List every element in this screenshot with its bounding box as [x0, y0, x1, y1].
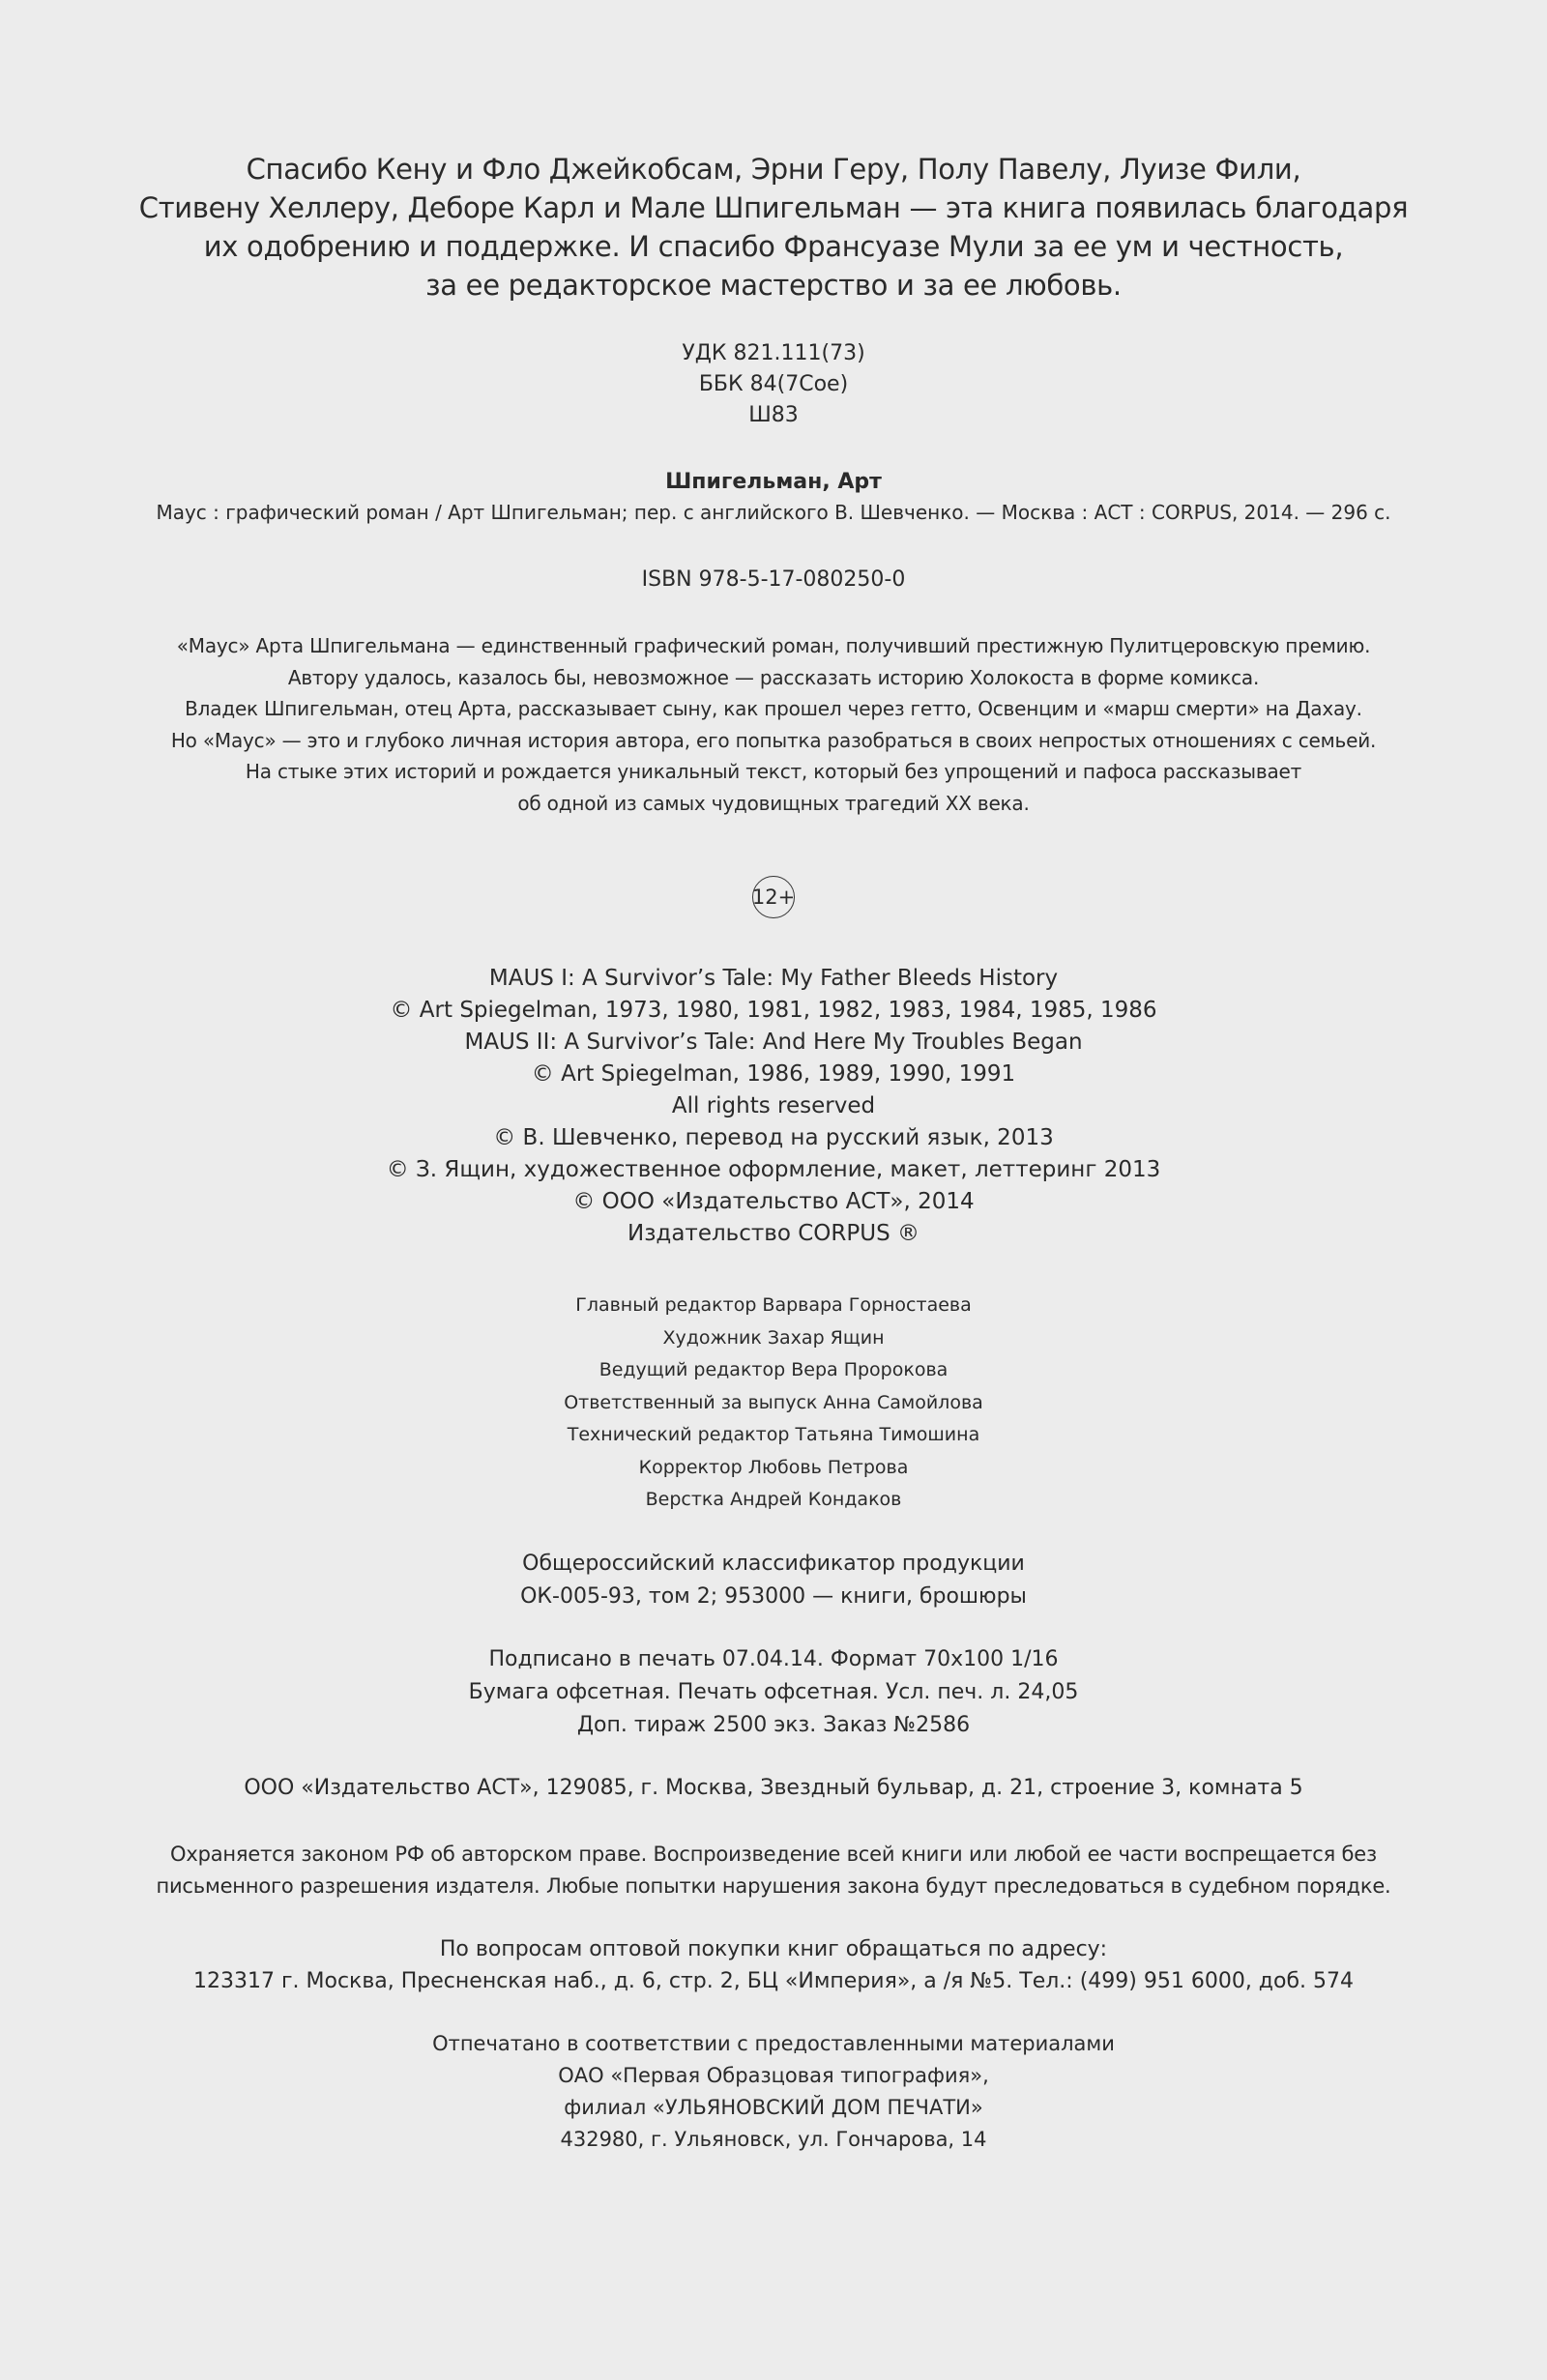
- copyright-line: Издательство CORPUS ®: [628, 1221, 919, 1246]
- product-classifier: [0, 1548, 1547, 1613]
- age-rating: 12+: [752, 876, 795, 918]
- printer-line: 432980, г. Ульяновск, ул. Гончарова, 14: [560, 2128, 987, 2151]
- staff-line: Ведущий редактор Вера Пророкова: [598, 1359, 949, 1380]
- staff-credits: [0, 1290, 1547, 1517]
- copyright-line: © Art Spiegelman, 1986, 1989, 1990, 1991: [531, 1061, 1016, 1087]
- acknowledgement: [0, 150, 1547, 305]
- annotation-line: «Маус» Арта Шпигельмана — единственный графический роман, получивший престижную Пулитцеровскую премию.: [176, 634, 1371, 657]
- udk-code: УДК 821.111(73): [682, 341, 865, 365]
- isbn: ISBN 978-5-17-080250-0: [641, 567, 906, 592]
- acknowledgement-line: за ее редакторское мастерство и за ее любовь.: [425, 269, 1122, 302]
- printer-line: ОАО «Первая Образцовая типография»,: [558, 2064, 989, 2087]
- staff-line: Верстка Андрей Кондаков: [645, 1489, 902, 1510]
- legal-line: письменного разрешения издателя. Любые попытки нарушения закона будут преследоваться в судебном порядке.: [156, 1874, 1391, 1898]
- copyright-line: © З. Ящин, художественное оформление, макет, леттеринг 2013: [386, 1157, 1161, 1182]
- wholesale-contact: [0, 1933, 1547, 1997]
- printer-line: Отпечатано в соответствии с предоставленными материалами: [432, 2032, 1115, 2055]
- publisher-address: [0, 1772, 1547, 1805]
- staff-line: Художник Захар Ящин: [662, 1326, 885, 1349]
- staff-line: Ответственный за выпуск Анна Самойлова: [564, 1391, 983, 1413]
- author-heading: Шпигельман, Арт: [665, 470, 882, 494]
- age-rating-badge: [752, 876, 797, 920]
- bibliographic-record: [0, 467, 1547, 527]
- bibliographic-entry: Маус : графический роман / Арт Шпигельман; пер. с английского В. Шевченко. — Москва : АСТ : CORPUS, 2014. — 296 с.: [156, 501, 1391, 524]
- legal-notice: [0, 1839, 1547, 1902]
- copyright-line: © Art Spiegelman, 1973, 1980, 1981, 1982, 1983, 1984, 1985, 1986: [390, 998, 1157, 1023]
- copyright-line: © В. Шевченко, перевод на русский язык, 2013: [493, 1125, 1054, 1150]
- wholesale-line: 123317 г. Москва, Пресненская наб., д. 6, стр. 2, БЦ «Империя», а /я №5. Тел.: (499) 951 6000, доб. 574: [192, 1969, 1355, 1993]
- copyright-notices: [0, 963, 1547, 1250]
- acknowledgement-line: их одобрению и поддержке. И спасибо Франсуазе Мули за ее ум и честность,: [203, 230, 1344, 263]
- print-line: Подписано в печать 07.04.14. Формат 70x100 1/16: [488, 1647, 1059, 1671]
- acknowledgement-line: Стивену Хеллеру, Деборе Карл и Мале Шпигельман — эта книга появилась благодаря: [138, 191, 1409, 224]
- author-code: Ш83: [748, 403, 799, 427]
- annotation-line: Но «Маус» — это и глубоко личная история автора, его попытка разобраться в своих непростых отношениях с семьей.: [170, 728, 1377, 752]
- copyright-line: MAUS II: A Survivor’s Tale: And Here My Troubles Began: [464, 1030, 1083, 1055]
- annotation-line: На стыке этих историй и рождается уникальный текст, который без упрощений и пафоса рассказывает: [245, 760, 1302, 783]
- wholesale-line: По вопросам оптовой покупки книг обращаться по адресу:: [439, 1937, 1108, 1961]
- legal-line: Охраняется законом РФ об авторском праве. Воспроизведение всей книги или любой ее части воспрещается без: [170, 1843, 1377, 1866]
- classifier-line: Общероссийский классификатор продукции: [522, 1552, 1025, 1576]
- staff-line: Технический редактор Татьяна Тимошина: [567, 1424, 980, 1445]
- printer-info: [0, 2028, 1547, 2156]
- annotation-line: Владек Шпигельман, отец Арта, рассказывает сыну, как прошел через гетто, Освенцим и «марш смерти» на Дахау.: [185, 697, 1362, 720]
- isbn-block: [0, 565, 1547, 595]
- annotation-line: Автору удалось, казалось бы, невозможное — рассказать историю Холокоста в форме комикса.: [287, 665, 1260, 689]
- print-line: Доп. тираж 2500 экз. Заказ №2586: [576, 1713, 971, 1737]
- classifier-line: ОК-005-93, том 2; 953000 — книги, брошюры: [520, 1584, 1027, 1609]
- annotation-line: об одной из самых чудовищных трагедий XX века.: [517, 791, 1030, 815]
- catalog-codes: [0, 338, 1547, 431]
- staff-line: Главный редактор Варвара Горностаева: [575, 1294, 972, 1316]
- print-line: Бумага офсетная. Печать офсетная. Усл. печ. л. 24,05: [468, 1680, 1079, 1704]
- bbk-code: ББК 84(7Сое): [698, 372, 849, 396]
- publisher-address-line: ООО «Издательство АСТ», 129085, г. Москва, Звездный бульвар, д. 21, строение 3, комната 5: [244, 1776, 1303, 1800]
- annotation: [0, 630, 1547, 819]
- copyright-line: All rights reserved: [671, 1093, 876, 1118]
- copyright-line: MAUS I: A Survivor’s Tale: My Father Bleeds History: [488, 966, 1059, 991]
- staff-line: Корректор Любовь Петрова: [638, 1456, 909, 1478]
- copyright-line: © ООО «Издательство АСТ», 2014: [572, 1189, 975, 1214]
- acknowledgement-line: Спасибо Кену и Фло Джейкобсам, Эрни Геру, Полу Павелу, Луизе Фили,: [246, 153, 1301, 186]
- printer-line: филиал «УЛЬЯНОВСКИЙ ДОМ ПЕЧАТИ»: [564, 2096, 983, 2119]
- print-details: [0, 1643, 1547, 1742]
